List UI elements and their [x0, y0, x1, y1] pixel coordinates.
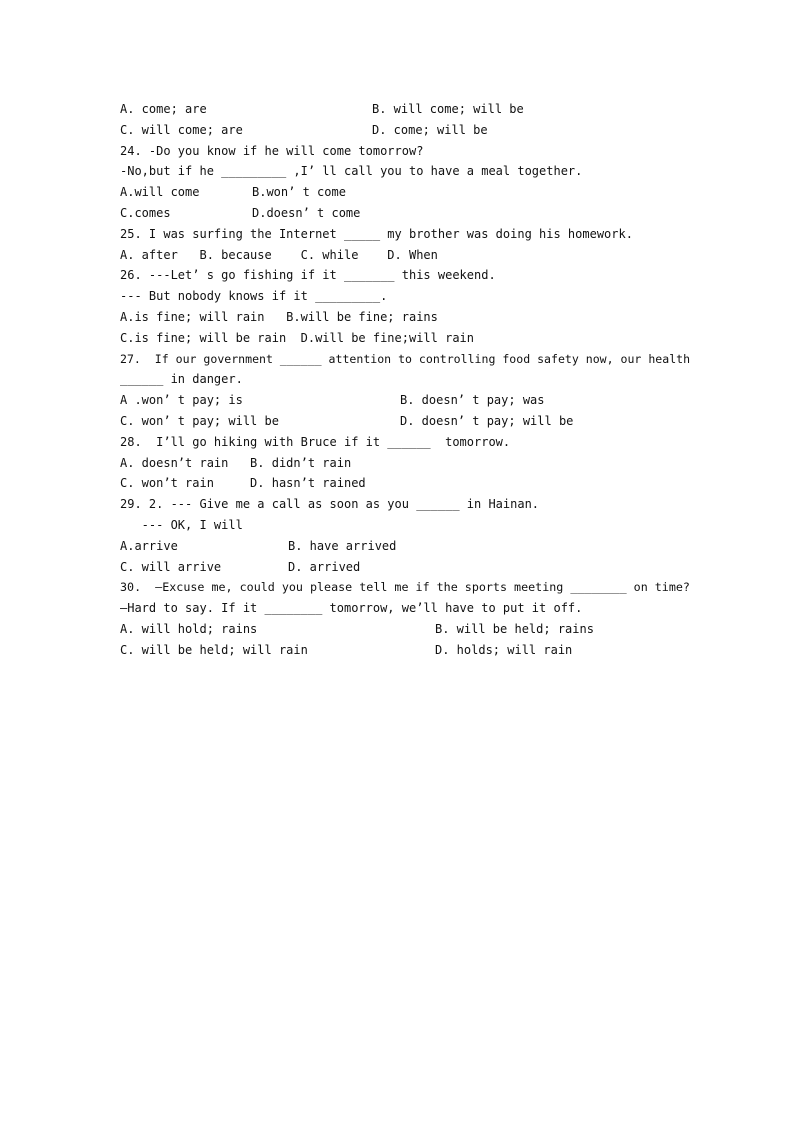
question-line: 25. I was surfing the Internet _____ my brother was doing his homework. — [120, 226, 633, 241]
option-text: A.arrive — [120, 538, 178, 553]
option-text: A .won’ t pay; is — [120, 393, 243, 408]
option-text: A.will come — [120, 185, 200, 200]
answer-options-row — [120, 411, 690, 432]
option-text: D.doesn’ t come — [252, 205, 361, 220]
option-text: B. will be held; rains — [435, 621, 594, 636]
question-line: --- But nobody knows if it _________. — [120, 289, 388, 304]
answer-options-row — [120, 619, 690, 640]
answer-options-row — [120, 390, 690, 411]
question-line: --- OK, I will — [120, 517, 243, 532]
option-text: A. come; are — [120, 102, 207, 116]
question-line: 30. —Excuse me, could you please tell me if the sports meeting ________ on time? — [120, 580, 690, 595]
question-line: -No,but if he _________ ,I’ ll call you to have a meal together. — [120, 164, 583, 179]
option-text: C. will come; are — [120, 122, 243, 137]
option-text: B. have arrived — [288, 538, 397, 553]
option-text: D. doesn’ t pay; will be — [400, 413, 574, 428]
answer-options-row — [120, 640, 690, 661]
answer-options-row — [120, 557, 690, 578]
question-line: C. won’t rain D. hasn’t rained — [120, 476, 366, 491]
answer-options-row — [120, 536, 690, 557]
question-line: A. doesn’t rain B. didn’t rain — [120, 455, 352, 470]
question-text-block — [120, 99, 690, 661]
option-text: C.comes — [120, 205, 171, 220]
option-text: D. holds; will rain — [435, 642, 573, 657]
question-line: 29. 2. --- Give me a call as soon as you ______ in Hainan. — [120, 497, 540, 512]
option-text: C. won’ t pay; will be — [120, 413, 279, 428]
question-line: C.is fine; will be rain D.will be fine;will rain — [120, 330, 475, 345]
option-text: B. will come; will be — [372, 102, 524, 116]
option-text: B. doesn’ t pay; was — [400, 393, 545, 408]
option-text: C. will be held; will rain — [120, 642, 308, 657]
question-line: A.is fine; will rain B.will be fine; rains — [120, 309, 438, 324]
answer-options-row — [120, 120, 690, 141]
question-line: ______ in danger. — [120, 372, 243, 387]
question-line: A. after B. because C. while D. When — [120, 247, 438, 262]
answer-options-row — [120, 99, 690, 120]
answer-options-row — [120, 203, 690, 224]
option-text: B.won’ t come — [252, 185, 346, 200]
question-line: 28. I’ll go hiking with Bruce if it ______ tomorrow. — [120, 434, 511, 449]
option-text: C. will arrive — [120, 559, 222, 574]
option-text: A. will hold; rains — [120, 621, 258, 636]
option-text: D. arrived — [288, 559, 361, 574]
answer-options-row — [120, 182, 690, 203]
question-line: 27. If our government ______ attention to controlling food safety now, our health — [120, 351, 691, 366]
option-text: D. come; will be — [372, 122, 488, 137]
question-line: —Hard to say. If it ________ tomorrow, we’ll have to put it off. — [120, 601, 583, 616]
question-line: 26. ---Let’ s go fishing if it _______ this weekend. — [120, 268, 496, 283]
question-line: 24. -Do you know if he will come tomorrow? — [120, 143, 424, 158]
